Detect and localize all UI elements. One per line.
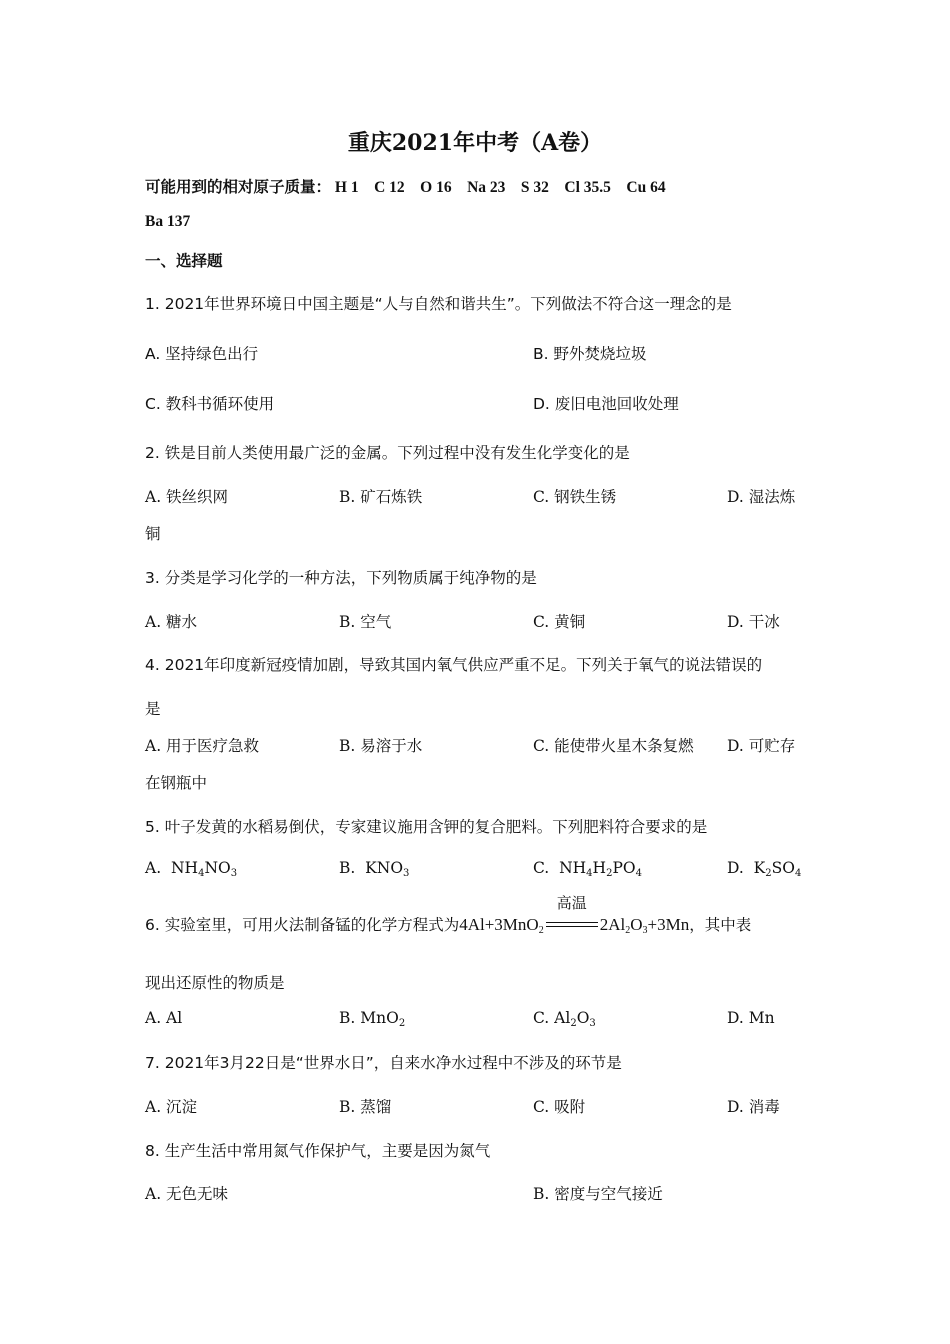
q8-option-a: A. 无色无味 <box>145 1185 229 1203</box>
reaction-condition: 高温 <box>556 894 587 913</box>
q2-option-a: A. 铁丝织网 <box>145 488 229 506</box>
q4-option-a: A. 用于医疗急救 <box>145 737 260 755</box>
q4-stem-cont: 是 <box>145 700 161 718</box>
q4-option-c: C. 能使带火星木条复燃 <box>533 737 694 755</box>
q6-stem-post: ，其中表 <box>689 916 752 934</box>
q2-option-d: D. 湿法炼 <box>727 488 796 506</box>
q4-stem: 4. 2021年印度新冠疫情加剧，导致其国内氧气供应严重不足。下列关于氧气的说法错误的 <box>145 656 763 674</box>
q7-option-c: C. 吸附 <box>533 1098 586 1116</box>
q5-option-a: A. $NH_4NO_3$ <box>145 859 238 879</box>
atomic-mass-cu: Cu 64 <box>626 179 666 196</box>
q1-option-b: B. 野外焚烧垃圾 <box>533 345 647 363</box>
q2-option-d-cont: 铜 <box>145 525 161 543</box>
q7-option-a: A. 沉淀 <box>145 1098 198 1116</box>
q2-stem: 2. 铁是目前人类使用最广泛的金属。下列过程中没有发生化学变化的是 <box>145 444 630 462</box>
q5-option-d-prefix: D. <box>727 859 744 877</box>
q3-option-c: C. 黄铜 <box>533 613 586 631</box>
q6-stem <box>145 894 752 936</box>
q4-option-b: B. 易溶于水 <box>339 737 423 755</box>
q1-stem: 1. 2021年世界环境日中国主题是“人与自然和谐共生”。下列做法不符合这一理念的是 <box>145 295 732 313</box>
q6-stem-cont: 现出还原性的物质是 <box>145 974 285 992</box>
q7-stem: 7. 2021年3月22日是“世界水日”，自来水净水过程中不涉及的环节是 <box>145 1054 622 1072</box>
q3-option-d: D. 干冰 <box>727 613 780 631</box>
q7-option-b: B. 蒸馏 <box>339 1098 392 1116</box>
atomic-mass-cl: Cl 35.5 <box>564 179 611 196</box>
q8-stem: 8. 生产生活中常用氮气作保护气，主要是因为氮气 <box>145 1142 491 1160</box>
equation-arrow <box>546 894 598 936</box>
q5-option-c-prefix: C. <box>533 859 550 877</box>
section-heading: 一、选择题 <box>145 251 223 270</box>
q6-option-d: D. Mn <box>727 1009 775 1027</box>
q6-option-b: B. MnO$_2$ <box>339 1009 406 1029</box>
page-title: 重庆2021年中考（A卷） <box>347 130 603 156</box>
q5-option-a-prefix: A. <box>145 859 162 877</box>
atomic-mass-ba: Ba 137 <box>145 213 191 230</box>
q5-option-c: C. $NH_4H_2PO_4$ <box>533 859 642 879</box>
q4-option-d-cont: 在钢瓶中 <box>145 774 208 792</box>
q5-option-b: B. $KNO_3$ <box>339 859 410 879</box>
atomic-mass-o: O 16 <box>420 179 452 196</box>
q1-option-c: C. 教科书循环使用 <box>145 395 275 413</box>
q6-stem-pre: 6. 实验室里，可用火法制备锰的化学方程式为 <box>145 916 460 934</box>
q1-option-d: D. 废旧电池回收处理 <box>533 395 679 413</box>
q7-option-d: D. 消毒 <box>727 1098 780 1116</box>
atomic-mass-c: C 12 <box>374 179 405 196</box>
chemical-equation: 4Al+3MnO$_2$ 高温 $2Al_2O_3+3Mn$ <box>459 894 690 936</box>
q6-option-b-prefix: B. <box>339 1009 356 1027</box>
q5-option-b-prefix: B. <box>339 859 356 877</box>
atomic-mass-h: H 1 <box>334 179 359 196</box>
q3-stem: 3. 分类是学习化学的一种方法，下列物质属于纯净物的是 <box>145 569 537 587</box>
atomic-mass-line <box>145 175 666 197</box>
q3-option-a: A. 糖水 <box>145 613 198 631</box>
atomic-mass-s: S 32 <box>520 179 549 196</box>
q6-option-c: C. $Al_2O_3$ <box>533 1009 596 1029</box>
q6-option-a: A. Al <box>145 1009 183 1027</box>
q8-option-b: B. 密度与空气接近 <box>533 1185 663 1203</box>
q4-option-d: D. 可贮存 <box>727 737 796 755</box>
q5-option-d: D. $K_2SO_4$ <box>727 859 802 879</box>
atomic-mass-na: Na 23 <box>467 179 506 196</box>
q6-option-c-prefix: C. <box>533 1009 550 1027</box>
q2-option-b: B. 矿石炼铁 <box>339 488 423 506</box>
q2-option-c: C. 钢铁生锈 <box>533 488 617 506</box>
q5-stem: 5. 叶子发黄的水稻易倒伏，专家建议施用含钾的复合肥料。下列肥料符合要求的是 <box>145 818 708 836</box>
atomic-mass-label: 可能用到的相对原子质量： <box>145 177 332 196</box>
q1-option-a: A. 坚持绿色出行 <box>145 345 259 363</box>
q3-option-b: B. 空气 <box>339 613 392 631</box>
